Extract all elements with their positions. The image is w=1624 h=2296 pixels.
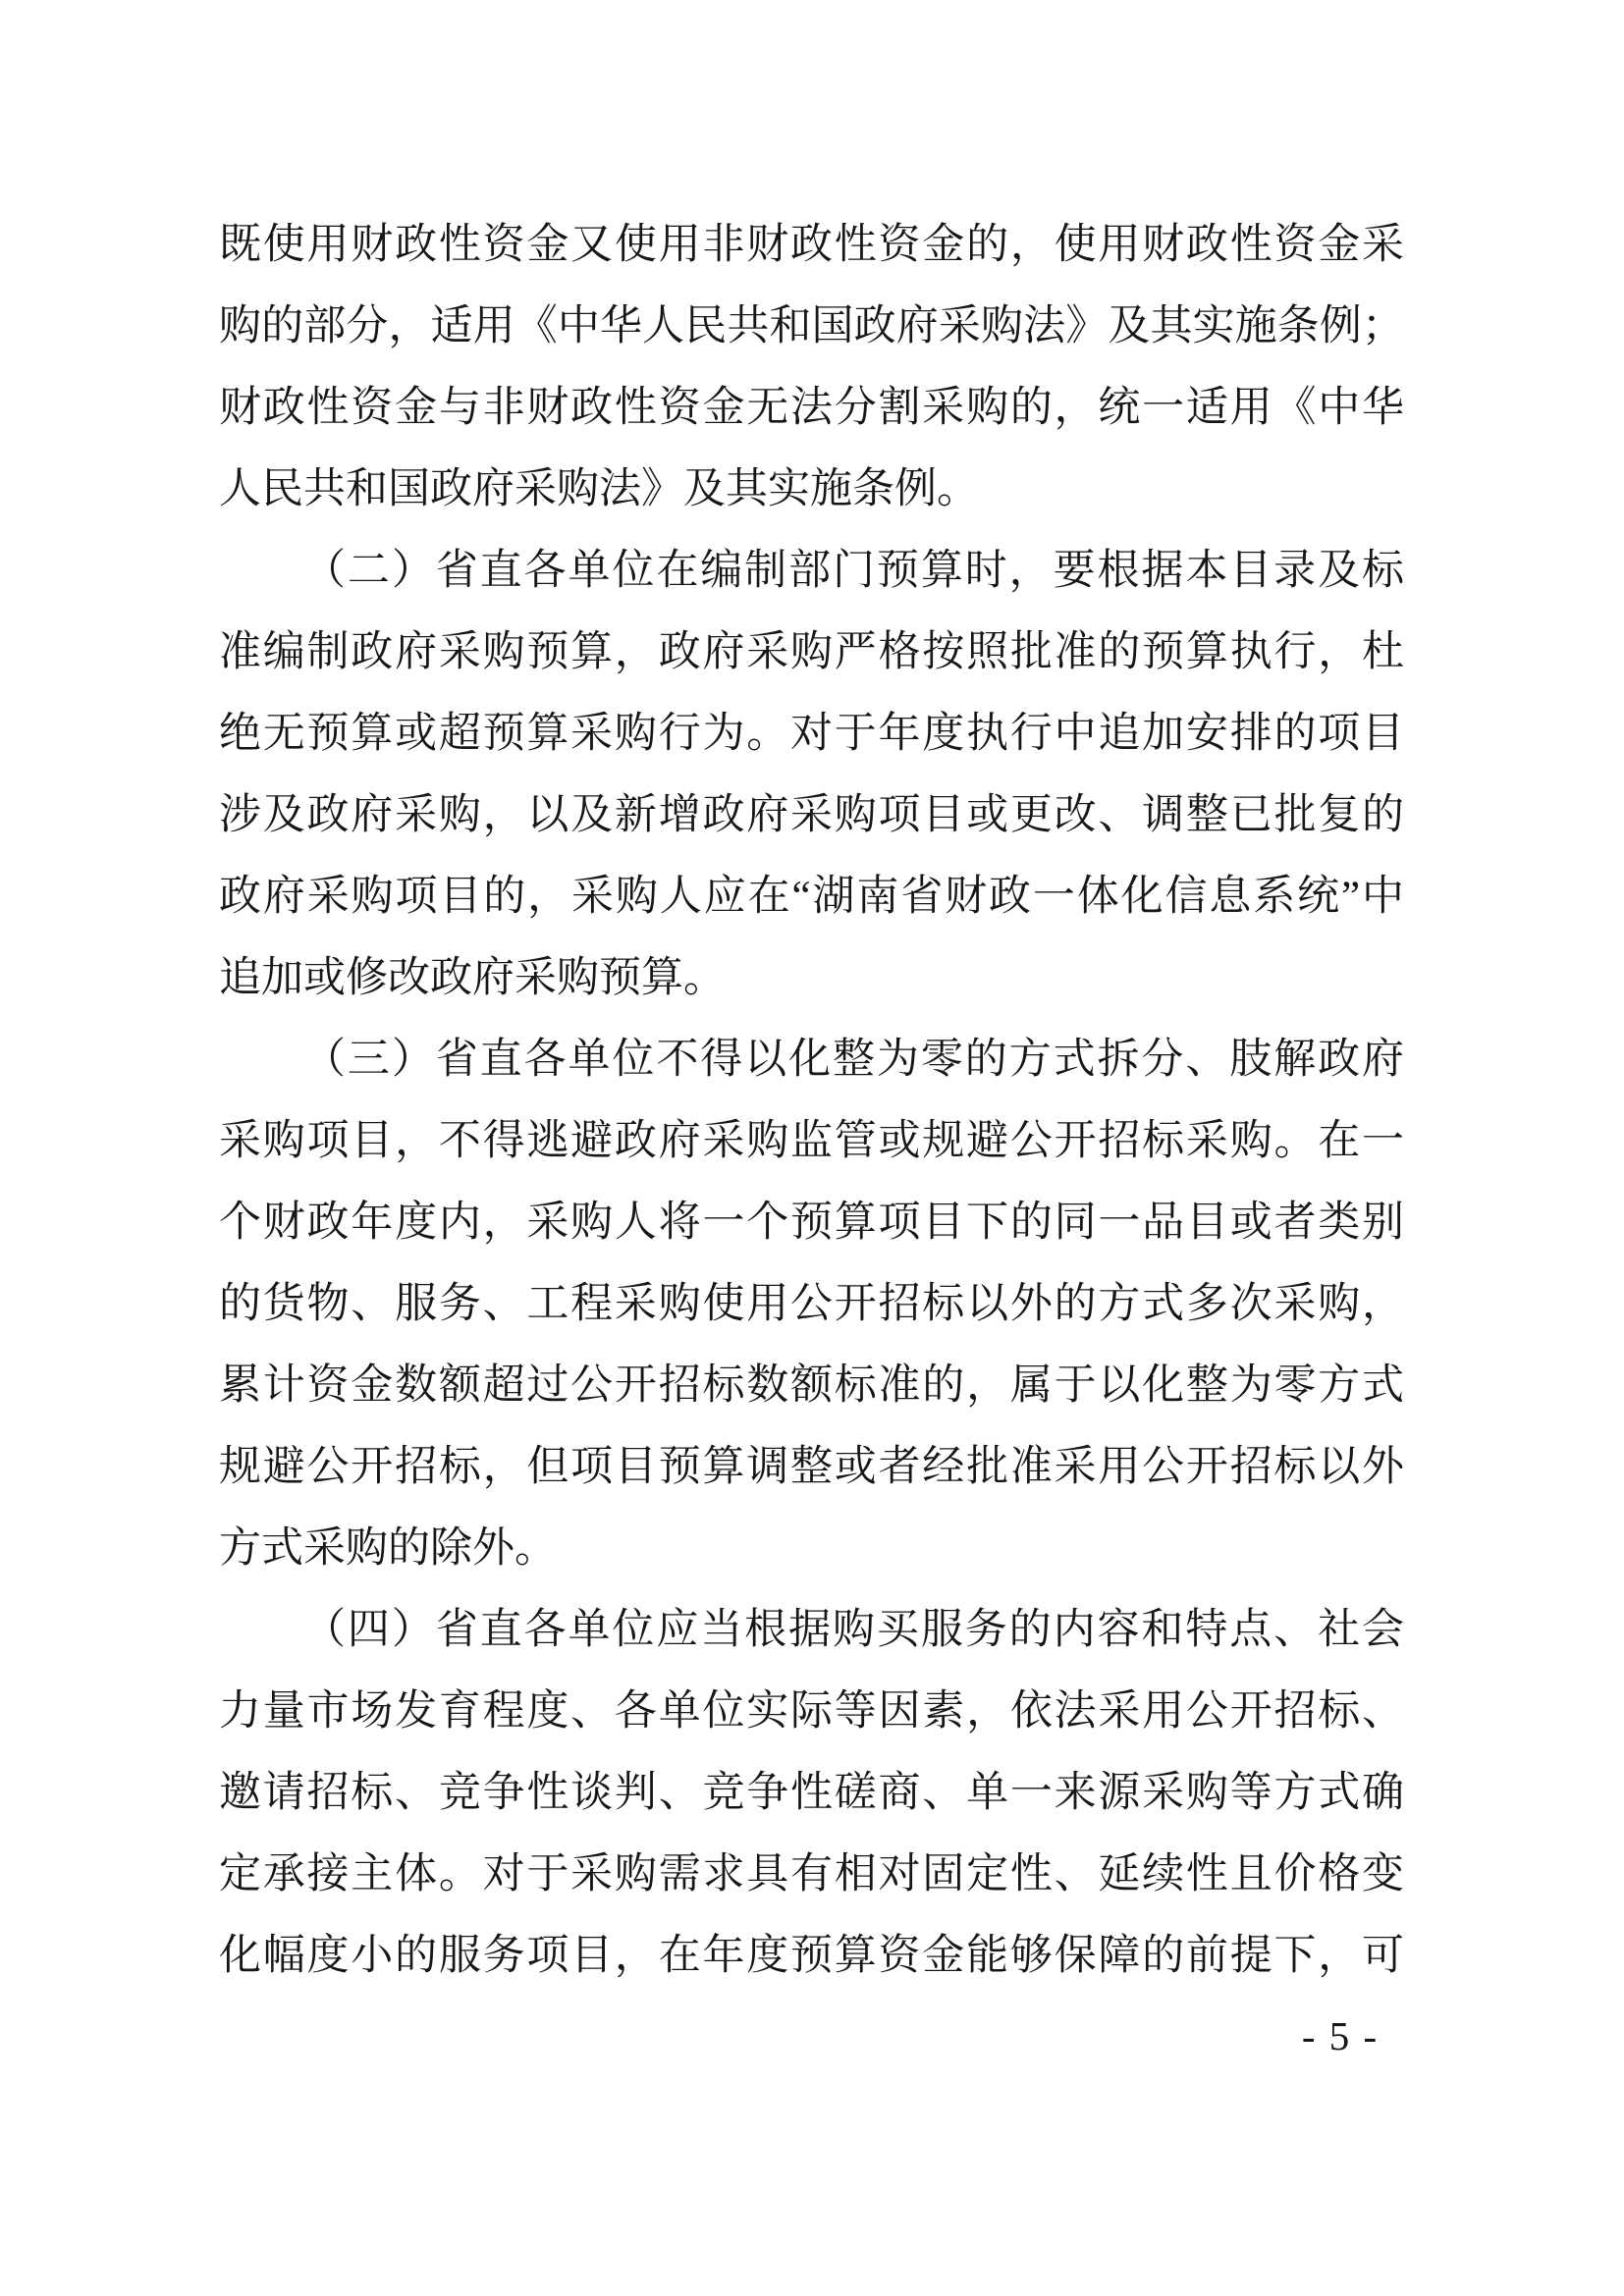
text-line: 方式采购的除外。	[219, 1525, 557, 1572]
paragraph	[219, 1589, 1404, 1997]
text-line: 准编制政府采购预算，政府采购严格按照批准的预算执行，杜	[219, 629, 1404, 675]
text-line: （四）省直各单位应当根据购买服务的内容和特点、社会	[303, 1607, 1404, 1653]
text-line: 规避公开招标，但项目预算调整或者经批准采用公开招标以外	[219, 1444, 1404, 1490]
text-line: （三）省直各单位不得以化整为零的方式拆分、肢解政府	[303, 1037, 1404, 1083]
text-line: 的货物、服务、工程采购使用公开招标以外的方式多次采购，	[219, 1281, 1404, 1327]
text-line: 采购项目，不得逃避政府采购监管或规避公开招标采购。在一	[219, 1118, 1404, 1164]
text-line: 政府采购项目的，采购人应在“湖南省财政一体化信息系统”中	[219, 874, 1404, 920]
text-line: 邀请招标、竞争性谈判、竞争性磋商、单一来源采购等方式确	[219, 1770, 1404, 1816]
paragraph	[219, 530, 1404, 1019]
text-line: 人民共和国政府采购法》及其实施条例。	[219, 466, 979, 512]
text-line: 力量市场发育程度、各单位实际等因素，依法采用公开招标、	[219, 1688, 1404, 1735]
text-line: （二）省直各单位在编制部门预算时，要根据本目录及标	[303, 548, 1404, 594]
text-line: 既使用财政性资金又使用非财政性资金的，使用财政性资金采	[219, 222, 1404, 268]
document-body	[219, 204, 1404, 1997]
paragraph	[219, 1019, 1404, 1589]
text-line: 绝无预算或超预算采购行为。对于年度执行中追加安排的项目	[219, 711, 1404, 757]
text-line: 财政性资金与非财政性资金无法分割采购的，统一适用《中华	[219, 385, 1404, 431]
text-line: 购的部分，适用《中华人民共和国政府采购法》及其实施条例；	[219, 303, 1404, 349]
text-line: 累计资金数额超过公开招标数额标准的，属于以化整为零方式	[219, 1362, 1404, 1409]
page-number: - 5 -	[1301, 2013, 1380, 2058]
text-line: 追加或修改政府采购预算。	[219, 955, 726, 1001]
text-line: 定承接主体。对于采购需求具有相对固定性、延续性且价格变	[219, 1851, 1404, 1897]
text-line: 涉及政府采购，以及新增政府采购项目或更改、调整已批复的	[219, 792, 1404, 838]
text-line: 化幅度小的服务项目，在年度预算资金能够保障的前提下，可	[219, 1933, 1404, 1979]
text-line: 个财政年度内，采购人将一个预算项目下的同一品目或者类别	[219, 1200, 1404, 1246]
paragraph	[219, 204, 1404, 530]
